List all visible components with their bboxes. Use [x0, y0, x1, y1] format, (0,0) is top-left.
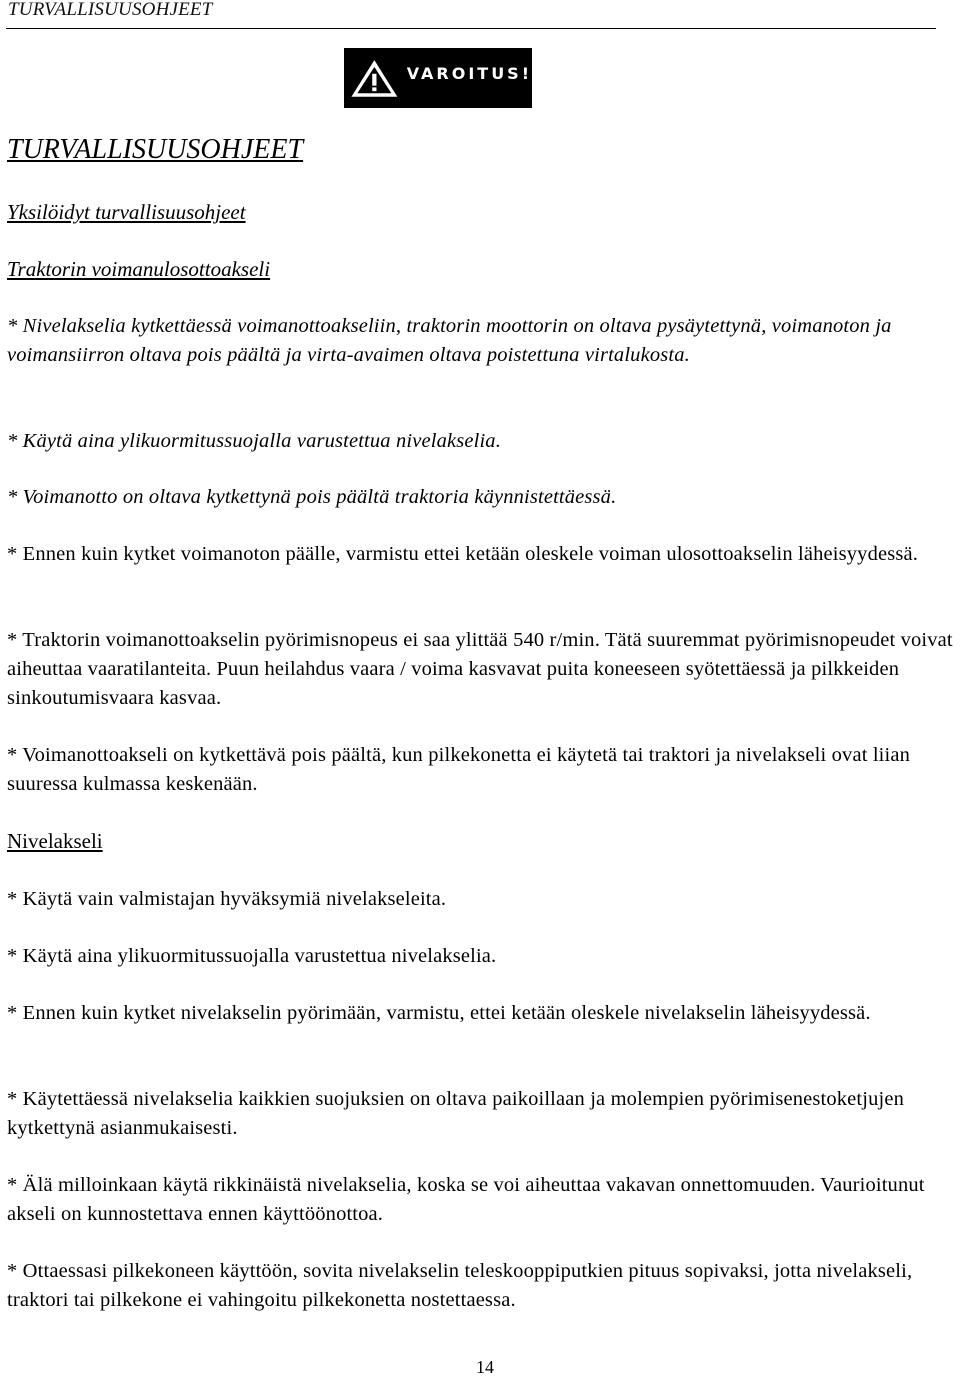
paragraph: * Voimanotto on oltava kytkettynä pois päältä traktoria käynnistettäessä.: [7, 486, 617, 508]
paragraph: * Ennen kuin kytket nivelakselin pyörimään, varmistu, ettei ketään oleskele nivelakselin läheisyydessä.: [7, 1002, 871, 1024]
running-header: TURVALLISUUSOHJEET: [8, 0, 213, 20]
paragraph: * Ennen kuin kytket voimanoton päälle, varmistu ettei ketään oleskele voiman ulosottoakselin läheisyydessä.: [7, 543, 919, 565]
paragraph: * Voimanottoakseli on kytkettävä pois päältä, kun pilkekonetta ei käytetä tai traktori ja nivelakseli ovat liian suuressa kulmassa keskenään.: [7, 744, 911, 795]
paragraph: * Älä milloinkaan käytä rikkinäistä nivelakselia, koska se voi aiheuttaa vakavan onnettomuuden. Vaurioitunut akseli on kunnostettava ennen käyttöönottoa.: [7, 1174, 925, 1225]
subtitle: Yksilöidyt turvallisuusohjeet: [7, 200, 246, 224]
section-heading-pto: Traktorin voimanulosottoakseli: [7, 257, 271, 281]
warning-label-text: VAROITUS!: [406, 63, 532, 83]
section-heading-driveshaft: Nivelakseli: [7, 829, 103, 853]
exclamation-triangle-icon: [348, 53, 401, 103]
paragraph: * Käytä vain valmistajan hyväksymiä nivelakseleita.: [7, 888, 447, 910]
page-title: TURVALLISUUSOHJEET: [7, 134, 304, 165]
paragraph: * Käytä aina ylikuormitussuojalla varustettua nivelakselia.: [7, 430, 501, 452]
paragraph: * Ottaessasi pilkekoneen käyttöön, sovita nivelakselin teleskooppiputkien pituus sopivaksi, jotta nivelakseli, traktori tai pilkekone ei vahingoitu pilkekonetta nostettaessa.: [7, 1260, 913, 1311]
page-number: 14: [476, 1357, 494, 1377]
header-divider: [6, 28, 936, 29]
paragraph: * Nivelakselia kytkettäessä voimanottoakseliin, traktorin moottorin on oltava pysäytettynä, voimanoton ja voimansiirron oltava pois päältä ja virta-avaimen oltava poistettuna virtalukosta.: [7, 315, 892, 366]
warning-label: [344, 48, 532, 108]
paragraph: * Traktorin voimanottoakselin pyörimisnopeus ei saa ylittää 540 r/min. Tätä suuremmat pyörimisnopeudet voivat aiheuttaa vaaratilanteita. Puun heilahdus vaara / voima kasvavat puita koneeseen syötettäessä ja pilkkeiden sinkoutumisvaara kasvaa.: [7, 629, 953, 709]
paragraph: * Käytä aina ylikuormitussuojalla varustettua nivelakselia.: [7, 945, 497, 967]
paragraph: * Käytettäessä nivelakselia kaikkien suojuksien on oltava paikoillaan ja molempien pyörimisenestoketjujen kytkettynä asianmukaisesti.: [7, 1088, 905, 1139]
